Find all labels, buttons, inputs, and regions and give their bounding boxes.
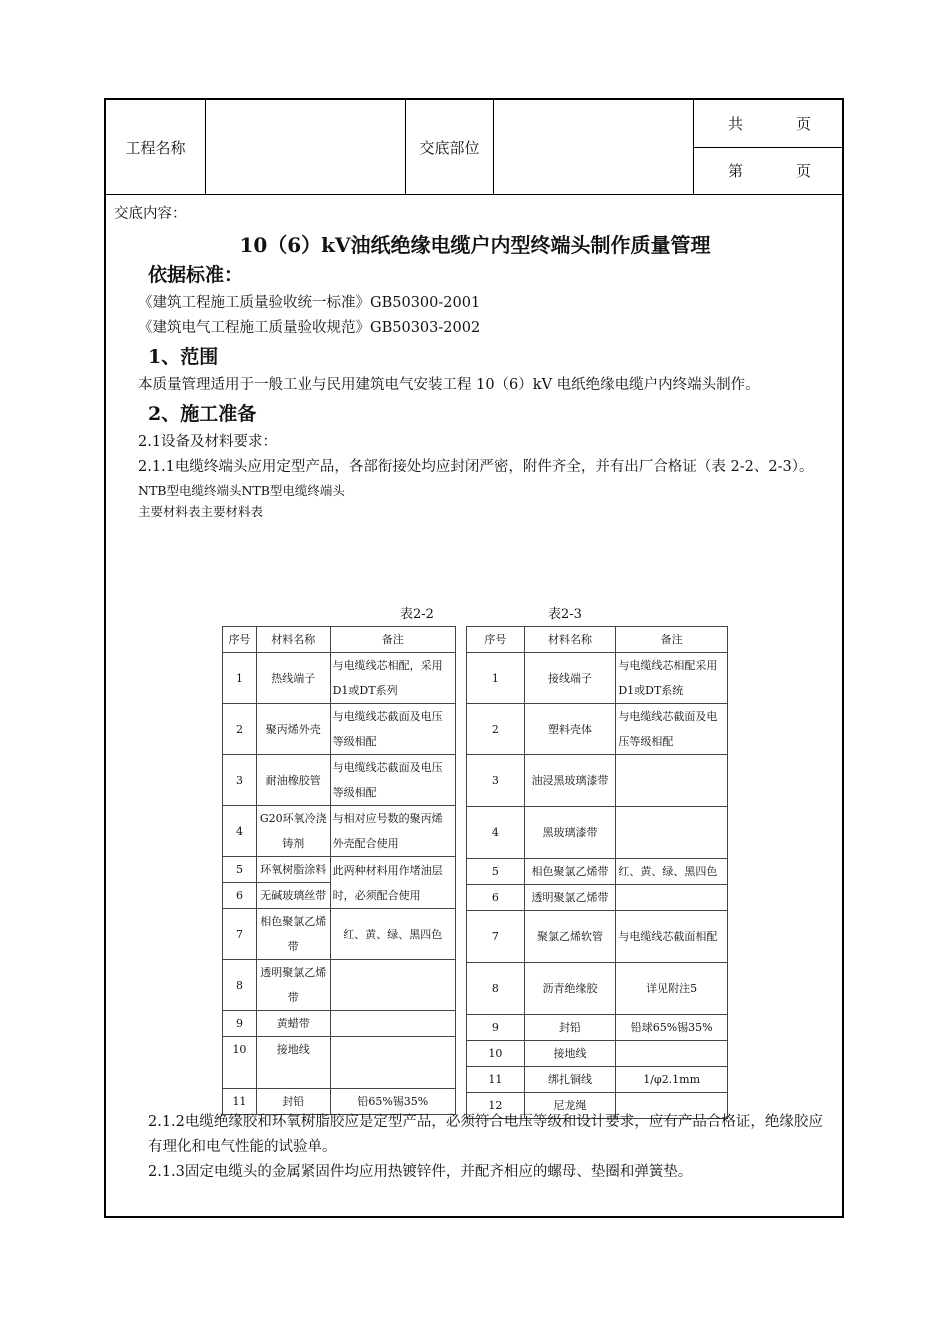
cell-material: 接地线 [256, 1037, 330, 1089]
cell-note [616, 885, 728, 911]
cell-note [330, 1011, 455, 1037]
cell-no: 3 [223, 755, 257, 806]
table-row [223, 755, 456, 806]
ntb-label: NTB型电缆终端头NTB型电缆终端头 [138, 483, 345, 498]
document-body-continued [124, 1110, 836, 1185]
total-pages-row [694, 100, 844, 148]
cell-note: 与电缆线芯截面及电压等级相配 [616, 704, 728, 755]
table-row [467, 704, 728, 755]
cell-material: 相色聚氯乙烯带 [524, 859, 616, 885]
cell-note [330, 960, 455, 1011]
cell-note [616, 807, 728, 859]
cell-note: 与电缆线芯截面及电压等级相配 [330, 755, 455, 806]
cell-no: 4 [467, 807, 525, 859]
table-row [223, 653, 456, 704]
cell-material: 耐油橡胶管 [256, 755, 330, 806]
cell-note: 铅65%锡35% [330, 1089, 455, 1115]
cell-no: 5 [467, 859, 525, 885]
cell-material: 黄蜡带 [256, 1011, 330, 1037]
para-2-1: 2.1设备及材料要求： [138, 434, 278, 450]
cell-no: 10 [223, 1037, 257, 1089]
para-2-1-2: 2.1.2电缆绝缘胶和环氧树脂胶应是定型产品，必须符合电压等级和设计要求，应有产品合格证，绝缘胶应有理化和电气性能的试验单。 [148, 1114, 823, 1155]
cell-material: 接线端子 [524, 653, 616, 704]
col-header-note: 备注 [330, 627, 455, 653]
cell-note: 铅球65%锡35% [616, 1015, 728, 1041]
cell-material: 尼龙绳 [524, 1093, 616, 1119]
cell-no: 1 [467, 653, 525, 704]
table-row [467, 653, 728, 704]
page-unit: 页 [796, 162, 812, 180]
cell-no: 5 [223, 857, 257, 883]
table-row [467, 1015, 728, 1041]
cell-note: 详见附注5 [616, 963, 728, 1015]
cell-no: 11 [467, 1067, 525, 1093]
cell-material: 透明聚氯乙烯带 [524, 885, 616, 911]
cell-note: 与电缆线芯相配，采用D1或DT系列 [330, 653, 455, 704]
section-2-heading: 2、施工准备 [148, 403, 257, 425]
section-1-text: 本质量管理适用于一般工业与民用建筑电气安装工程 10（6）kV 电纸绝缘电缆户内终端头制作。 [138, 377, 760, 393]
cell-material: 聚丙烯外壳 [256, 704, 330, 755]
table-row [467, 859, 728, 885]
table-row [223, 1011, 456, 1037]
cell-note: 与电缆线芯相配采用D1或DT系统 [616, 653, 728, 704]
col-header-note: 备注 [616, 627, 728, 653]
cell-material: 沥青绝缘胶 [524, 963, 616, 1015]
cell-material: 油浸黑玻璃漆带 [524, 755, 616, 807]
document-body [114, 202, 836, 522]
table-row [467, 1067, 728, 1093]
cell-material: 无碱玻璃丝带 [256, 883, 330, 909]
total-unit: 页 [796, 115, 812, 133]
cell-material: 封铅 [524, 1015, 616, 1041]
basis-heading: 依据标准： [148, 264, 244, 286]
handover-part-field[interactable] [494, 100, 694, 194]
table-header-row [223, 627, 456, 653]
cell-no: 1 [223, 653, 257, 704]
page-number-row [694, 147, 844, 194]
table-2-2-caption: 表2-2 [400, 607, 434, 622]
intro-label: 交底内容： [114, 206, 187, 222]
cell-no: 2 [467, 704, 525, 755]
cell-no: 7 [223, 909, 257, 960]
material-table-2-3 [466, 626, 728, 1119]
cell-no: 12 [467, 1093, 525, 1119]
cell-no: 8 [223, 960, 257, 1011]
table-header-row [467, 627, 728, 653]
cell-note [616, 1041, 728, 1067]
standard-1: 《建筑工程施工质量验收统一标准》GB50300-2001 [138, 295, 481, 311]
col-header-material: 材料名称 [256, 627, 330, 653]
cell-no: 7 [467, 911, 525, 963]
table-row [467, 963, 728, 1015]
handover-part-label: 交底部位 [406, 100, 494, 194]
total-label: 共 [728, 115, 744, 133]
cell-material: 封铅 [256, 1089, 330, 1115]
cell-note: 红、黄、绿、黑四色 [330, 909, 455, 960]
cell-no: 10 [467, 1041, 525, 1067]
table-row [223, 960, 456, 1011]
cell-note: 与相对应号数的聚丙烯外壳配合使用 [330, 806, 455, 857]
form-header [106, 100, 842, 195]
table-row [467, 885, 728, 911]
cell-no: 2 [223, 704, 257, 755]
cell-note: 1/φ2.1mm [616, 1067, 728, 1093]
table-row [467, 1041, 728, 1067]
col-header-material: 材料名称 [524, 627, 616, 653]
standard-2: 《建筑电气工程施工质量验收规范》GB50303-2002 [138, 320, 481, 336]
para-2-1-1: 2.1.1电缆终端头应用定型产品，各部衔接处均应封闭严密，附件齐全，并有出厂合格证（表 2-2、2-3）。 [138, 459, 814, 475]
cell-no: 6 [467, 885, 525, 911]
cell-note [330, 1037, 455, 1089]
col-header-no: 序号 [467, 627, 525, 653]
cell-no: 9 [467, 1015, 525, 1041]
cell-material: 相色聚氯乙烯带 [256, 909, 330, 960]
table-row [223, 1037, 456, 1089]
cell-no: 9 [223, 1011, 257, 1037]
table-row [223, 909, 456, 960]
cell-no: 4 [223, 806, 257, 857]
project-name-label: 工程名称 [106, 100, 206, 194]
cell-material: 聚氯乙烯软管 [524, 911, 616, 963]
section-1-heading: 1、范围 [148, 346, 219, 368]
project-name-field[interactable] [206, 100, 406, 194]
table-row [467, 911, 728, 963]
cell-no: 3 [467, 755, 525, 807]
cell-no: 6 [223, 883, 257, 909]
table-2-3-caption: 表2-3 [548, 607, 582, 622]
document-title: 10（6）kV油纸绝缘电缆户内型终端头制作质量管理 [239, 233, 711, 257]
cell-no: 11 [223, 1089, 257, 1115]
material-table-2-2 [222, 626, 456, 1115]
table-row [223, 806, 456, 857]
cell-note: 与电缆线芯截面及电压等级相配 [330, 704, 455, 755]
cell-material: 热线端子 [256, 653, 330, 704]
cell-material: 黑玻璃漆带 [524, 807, 616, 859]
table-row [467, 807, 728, 859]
cell-note: 红、黄、绿、黑四色 [616, 859, 728, 885]
para-2-1-3: 2.1.3固定电缆头的金属紧固件均应用热镀锌件，并配齐相应的螺母、垫圈和弹簧垫。 [148, 1164, 693, 1180]
table-row [223, 704, 456, 755]
page-count-cell [694, 100, 844, 194]
cell-note [616, 755, 728, 807]
cell-material: 透明聚氯乙烯带 [256, 960, 330, 1011]
cell-note: 此两种材料用作堵油层时，必须配合使用 [330, 857, 455, 909]
cell-material: G20环氧冷浇铸剂 [256, 806, 330, 857]
cell-no: 8 [467, 963, 525, 1015]
cell-material: 接地线 [524, 1041, 616, 1067]
cell-material: 绑扎铜线 [524, 1067, 616, 1093]
cell-material: 塑料壳体 [524, 704, 616, 755]
cell-material: 环氧树脂涂料 [256, 857, 330, 883]
table-row [223, 857, 456, 883]
material-list-label: 主要材料表主要材料表 [138, 504, 264, 519]
page-label: 第 [728, 162, 744, 180]
table-row [467, 755, 728, 807]
col-header-no: 序号 [223, 627, 257, 653]
cell-note: 与电缆线芯截面相配 [616, 911, 728, 963]
